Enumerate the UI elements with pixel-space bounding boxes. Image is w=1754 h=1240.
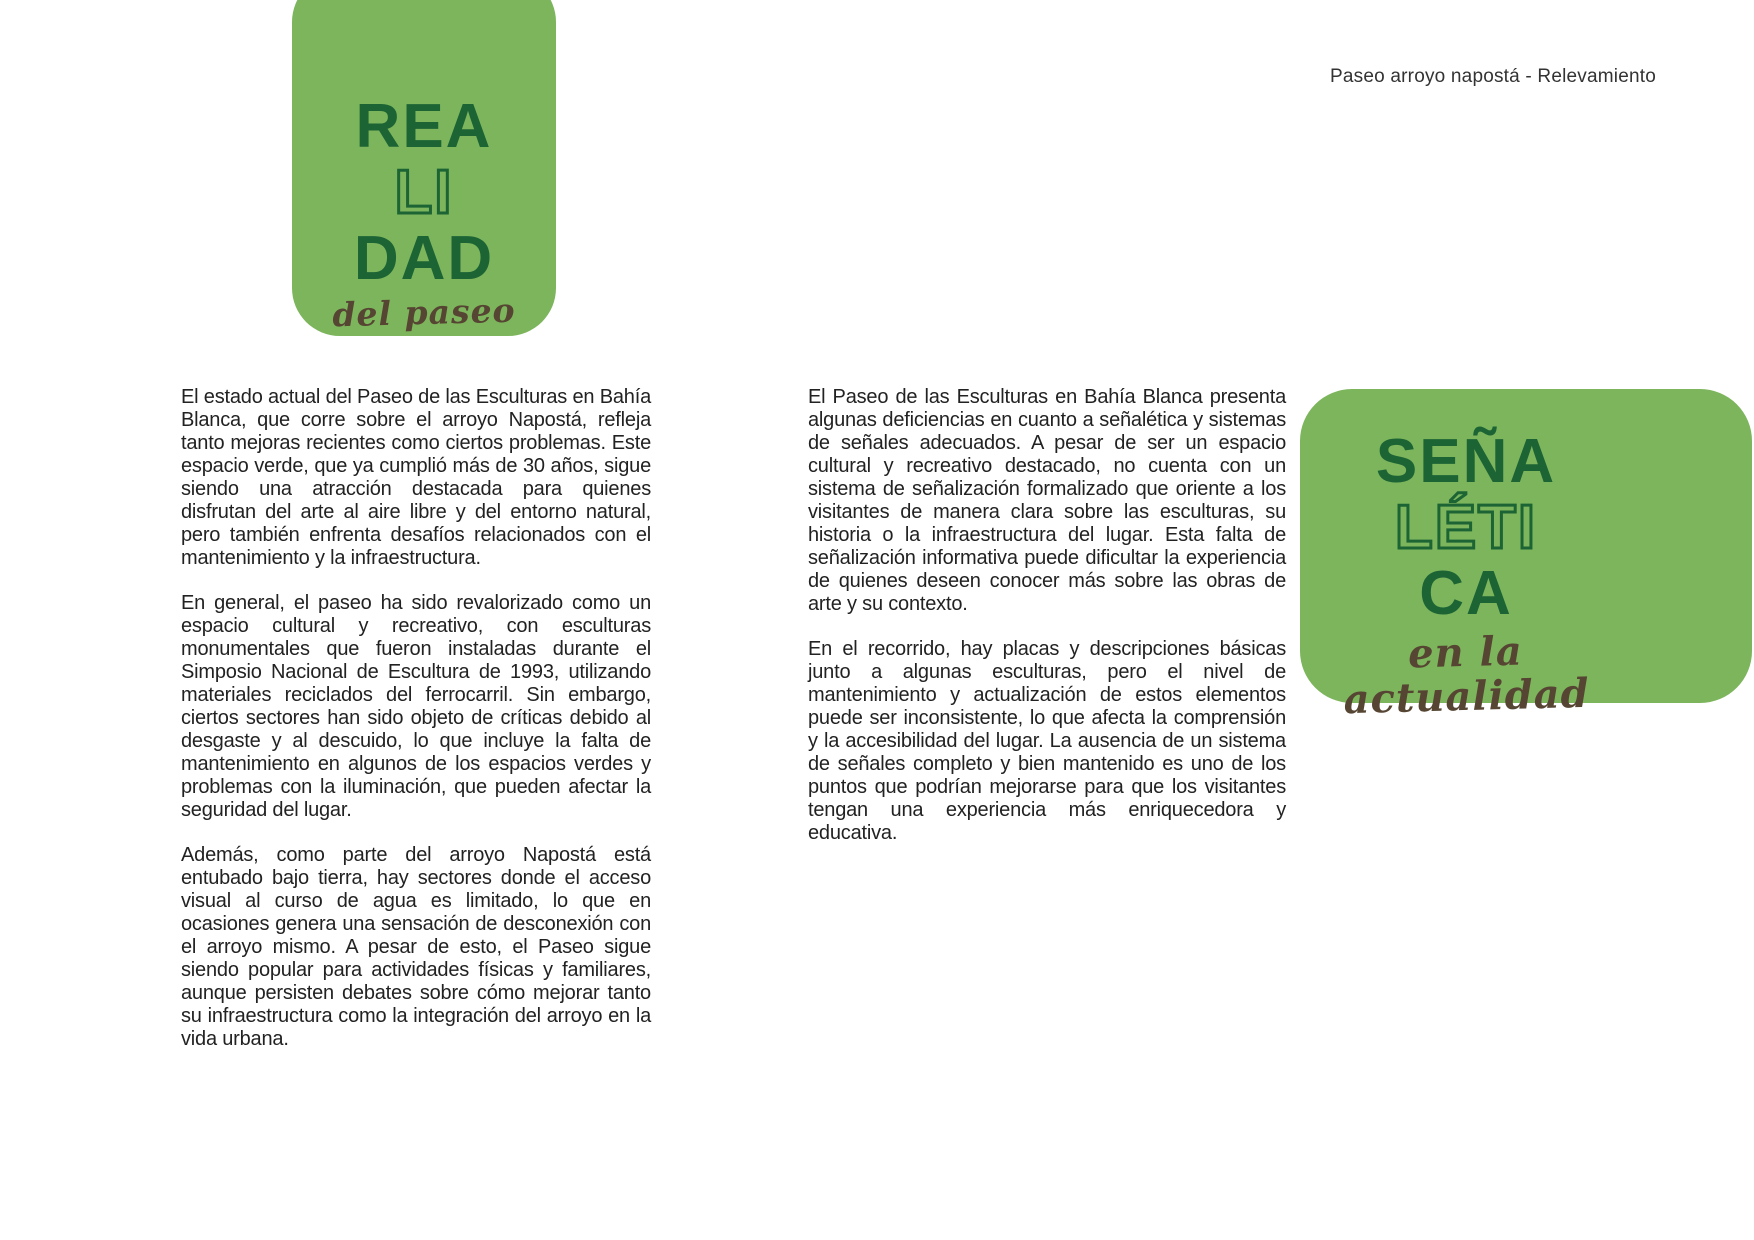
realidad-title-line-3: DAD (353, 224, 495, 293)
page-title: Paseo arroyo napostá - Relevamiento (1330, 66, 1656, 87)
senaletica-title-line-2: LÉTI (1394, 493, 1538, 562)
senaletica-title-line-1: SEÑA (1375, 427, 1557, 496)
senaletica-subtitle: en la actualidad (1342, 627, 1591, 724)
paragraph: El Paseo de las Esculturas en Bahía Blanca presenta algunas deficiencias en cuanto a señalética y sistemas de señales adecuados. A pesar de ser un espacio cultural y recreativo destacado, no cuenta con un sistema de señalización formalizado que oriente a los visitantes de manera clara sobre las esculturas, su historia o la infraestructura del lugar. Esta falta de señalización informativa puede dificultar la experiencia de quienes deseen conocer más sobre las obras de arte y su contexto. (808, 386, 1286, 615)
realidad-title-line-1: REA (355, 92, 493, 161)
paragraph: En general, el paseo ha sido revalorizado como un espacio cultural y recreativo, con esculturas monumentales que fueron instaladas durante el Simposio Nacional de Escultura de 1993, utilizando materiales reciclados del ferrocarril. Sin embargo, ciertos sectores han sido objeto de críticas debido al desgaste y al descuido, lo que incluye la falta de mantenimiento en algunos de los espacios verdes y problemas con la iluminación, que pueden afectar la seguridad del lugar. (181, 592, 651, 821)
senaletica-text-column (808, 386, 1286, 867)
realidad-text-column (181, 386, 651, 1073)
paragraph: El estado actual del Paseo de las Esculturas en Bahía Blanca, que corre sobre el arroyo Napostá, refleja tanto mejoras recientes como ciertos problemas. Este espacio verde, que ya cumplió más de 30 años, sigue siendo una atracción destacada para quienes disfrutan del arte al aire libre y del entorno natural, pero también enfrenta desafíos relacionados con el mantenimiento y la infraestructura. (181, 386, 651, 569)
paragraph: Además, como parte del arroyo Napostá está entubado bajo tierra, hay sectores donde el acceso visual al curso de agua es limitado, lo que en ocasiones genera una sensación de desconexión con el arroyo mismo. A pesar de esto, el Paseo sigue siendo popular para actividades físicas y familiares, aunque persisten debates sobre cómo mejorar tanto su infraestructura como la integración del arroyo en la vida urbana. (181, 844, 651, 1050)
realidad-badge (292, 0, 556, 336)
senaletica-title-line-3: CA (1419, 559, 1513, 628)
paragraph: En el recorrido, hay placas y descripciones básicas junto a algunas esculturas, pero el nivel de mantenimiento y actualización de estos elementos puede ser inconsistente, lo que afecta la comprensión y la accesibilidad del lugar. La ausencia de un sistema de señales completo y bien mantenido es uno de los puntos que podrían mejorarse para que los visitantes tengan una experiencia más enriquecedora y educativa. (808, 638, 1286, 844)
realidad-title-line-2: LI (394, 158, 454, 227)
realidad-subtitle: del paseo (331, 290, 517, 335)
senaletica-badge (1300, 389, 1752, 724)
